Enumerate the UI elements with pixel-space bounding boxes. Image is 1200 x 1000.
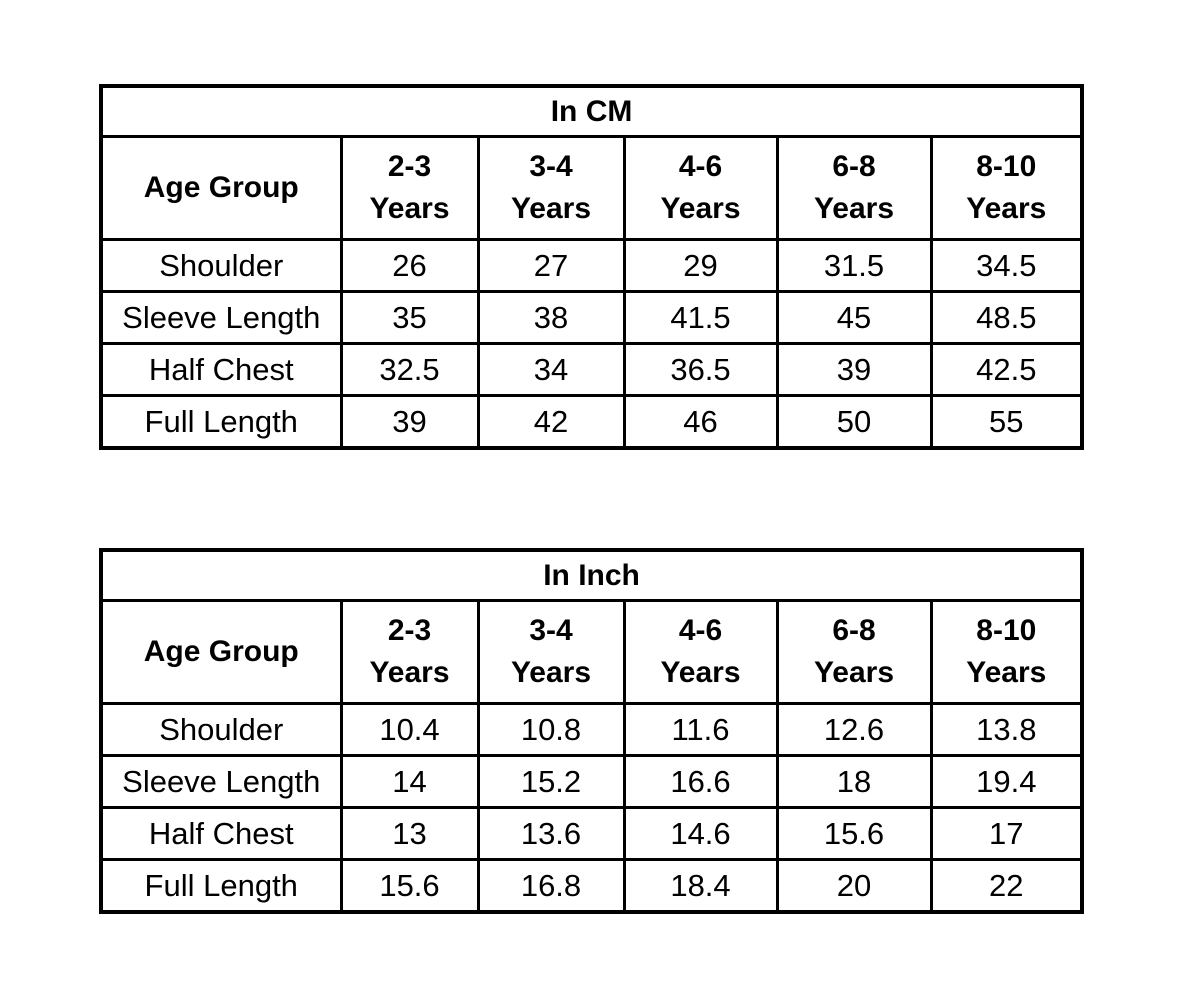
table-title: In Inch <box>101 550 1082 601</box>
value-cell: 16.6 <box>624 756 777 808</box>
value-cell: 34 <box>478 344 624 396</box>
column-header-unit: Years <box>369 656 450 689</box>
value-cell: 46 <box>624 396 777 449</box>
value-cell: 11.6 <box>624 704 777 756</box>
column-header-unit: Years <box>660 192 741 225</box>
column-header-range: 2-3 <box>387 614 432 647</box>
value-cell: 39 <box>777 344 931 396</box>
value-cell: 20 <box>777 860 931 913</box>
value-cell: 13 <box>341 808 478 860</box>
value-cell: 19.4 <box>931 756 1082 808</box>
row-label: Sleeve Length <box>101 292 341 344</box>
column-header-range: 6-8 <box>832 614 876 647</box>
value-cell: 16.8 <box>478 860 624 913</box>
row-label: Shoulder <box>101 704 341 756</box>
row-label: Half Chest <box>101 344 341 396</box>
value-cell: 36.5 <box>624 344 777 396</box>
column-header-unit: Years <box>660 656 741 689</box>
size-table-cm <box>99 84 1081 450</box>
table-title-row <box>101 550 1082 601</box>
value-cell: 27 <box>478 240 624 292</box>
column-header <box>931 137 1082 240</box>
column-header <box>624 137 777 240</box>
column-header <box>777 601 931 704</box>
column-header <box>931 601 1082 704</box>
column-header <box>777 137 931 240</box>
value-cell: 55 <box>931 396 1082 449</box>
value-cell: 22 <box>931 860 1082 913</box>
value-cell: 14 <box>341 756 478 808</box>
column-header-unit: Years <box>510 656 592 689</box>
table-row <box>101 808 1082 860</box>
value-cell: 14.6 <box>624 808 777 860</box>
column-header-range: 3-4 <box>529 614 573 647</box>
column-header-range: 6-8 <box>832 150 876 183</box>
value-cell: 42.5 <box>931 344 1082 396</box>
value-cell: 50 <box>777 396 931 449</box>
table-title-row <box>101 86 1082 137</box>
column-header-range: 4-6 <box>678 150 723 183</box>
column-header-unit: Years <box>966 656 1047 689</box>
size-table-inch <box>99 548 1081 914</box>
value-cell: 15.2 <box>478 756 624 808</box>
age-group-header: Age Group <box>101 137 341 240</box>
table-row <box>101 344 1082 396</box>
column-header-range: 8-10 <box>976 150 1037 183</box>
age-group-header: Age Group <box>101 601 341 704</box>
column-header-range: 4-6 <box>678 614 723 647</box>
size-chart-table <box>99 84 1084 450</box>
column-header-unit: Years <box>966 192 1047 225</box>
value-cell: 12.6 <box>777 704 931 756</box>
column-header-unit: Years <box>813 192 895 225</box>
value-cell: 31.5 <box>777 240 931 292</box>
table-row <box>101 240 1082 292</box>
table-row <box>101 704 1082 756</box>
table-title: In CM <box>101 86 1082 137</box>
value-cell: 26 <box>341 240 478 292</box>
column-header <box>478 601 624 704</box>
row-label: Half Chest <box>101 808 341 860</box>
table-row <box>101 860 1082 913</box>
column-header <box>624 601 777 704</box>
column-header <box>341 137 478 240</box>
value-cell: 38 <box>478 292 624 344</box>
value-cell: 45 <box>777 292 931 344</box>
value-cell: 48.5 <box>931 292 1082 344</box>
column-header-range: 3-4 <box>529 150 573 183</box>
column-header-range: 2-3 <box>387 150 432 183</box>
value-cell: 34.5 <box>931 240 1082 292</box>
value-cell: 39 <box>341 396 478 449</box>
column-header-unit: Years <box>369 192 450 225</box>
column-header-range: 8-10 <box>976 614 1037 647</box>
value-cell: 18 <box>777 756 931 808</box>
column-header-unit: Years <box>813 656 895 689</box>
value-cell: 32.5 <box>341 344 478 396</box>
table-row <box>101 292 1082 344</box>
row-label: Full Length <box>101 396 341 449</box>
value-cell: 18.4 <box>624 860 777 913</box>
column-header-unit: Years <box>510 192 592 225</box>
table-row <box>101 756 1082 808</box>
row-label: Full Length <box>101 860 341 913</box>
value-cell: 35 <box>341 292 478 344</box>
table-row <box>101 396 1082 449</box>
column-header <box>478 137 624 240</box>
row-label: Shoulder <box>101 240 341 292</box>
table-header-row <box>101 137 1082 240</box>
value-cell: 15.6 <box>777 808 931 860</box>
value-cell: 17 <box>931 808 1082 860</box>
value-cell: 10.8 <box>478 704 624 756</box>
value-cell: 15.6 <box>341 860 478 913</box>
value-cell: 41.5 <box>624 292 777 344</box>
size-chart-table <box>99 548 1084 914</box>
value-cell: 13.6 <box>478 808 624 860</box>
column-header <box>341 601 478 704</box>
table-header-row <box>101 601 1082 704</box>
value-cell: 10.4 <box>341 704 478 756</box>
row-label: Sleeve Length <box>101 756 341 808</box>
value-cell: 13.8 <box>931 704 1082 756</box>
value-cell: 42 <box>478 396 624 449</box>
value-cell: 29 <box>624 240 777 292</box>
